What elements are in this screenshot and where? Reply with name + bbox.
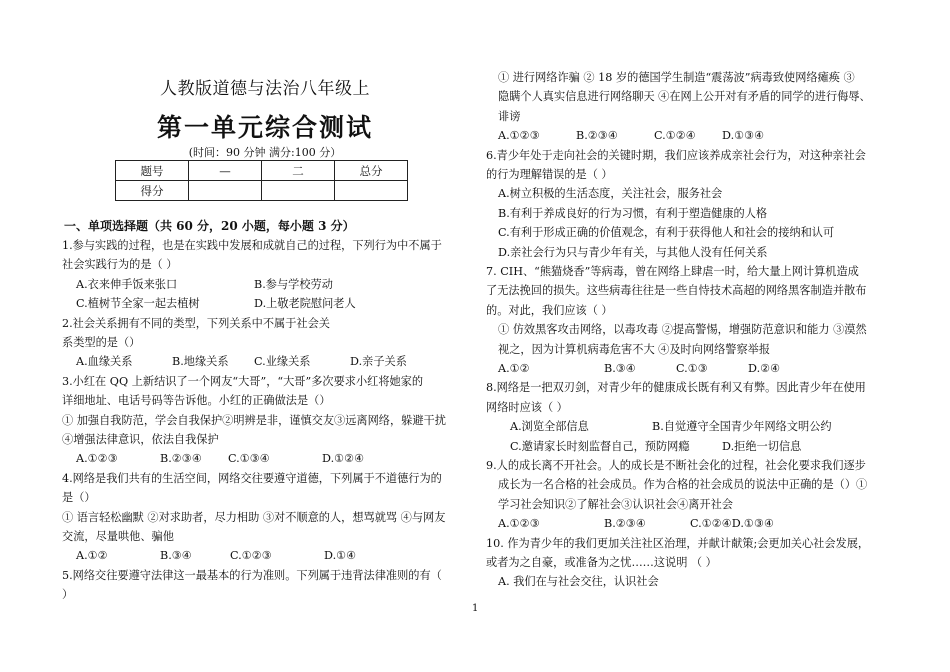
question-text: 2.社会关系拥有不同的类型，下列关系中不属于社会关 [62,316,330,330]
option-a: A.①②③ [498,517,540,531]
question-text: 是（） [62,491,96,505]
answer-options [486,437,892,456]
option-a: A.①② [498,362,530,376]
answer-options [486,514,892,533]
answer-options [62,546,468,565]
question-text: 诽谤 [498,109,521,123]
question-text: 10. 作为青少年的我们更加关注社区治理，并献计献策;会更加关心社会发展， [486,536,870,550]
question-text: 或者为之自豪，或准备为之忧……这说明 （ ） [486,556,717,570]
option-b: B.②③④ [576,129,618,143]
question-text: 学习社会知识②了解社会③认识社会④离开社会 [498,497,733,511]
exam-subtitle: 人教版道德与法治八年级上 [160,79,370,99]
answer-options [62,275,468,294]
option-d: D.①③④ [722,129,765,143]
score-cell: 得分 [116,181,189,201]
question-text: 交流，尽量哄他、骗他 [62,530,174,544]
question-text: ） [62,588,74,602]
option-b: B.②③④ [160,452,202,466]
option-b: B.②③④ [604,517,646,531]
question-text: ① 语言轻松幽默 ②对求助者，尽力相助 ③对不顺意的人，想骂就骂 ④与网友 [62,510,446,524]
option-d: D.亲子关系 [350,355,407,369]
option-b: B.有利于养成良好的行为习惯，有利于塑造健康的人格 [498,206,768,220]
answer-options [486,126,892,145]
score-cell [189,181,262,201]
exam-title: 第一单元综合测试 [156,113,373,142]
answer-options [62,352,468,371]
question-text: ① 加强自我防范，学会自我保护②明辨是非，谨慎交友③远离网络，躲避干扰 [62,413,446,427]
option-c: C.①③④ [228,452,270,466]
question-text: 6.青少年处于走向社会的关键时期，我们应该养成亲社会行为，对这种亲社会 [486,148,866,162]
question-text: 隐瞒个人真实信息进行网络聊天 ④在网上公开对有矛盾的同学的进行侮辱、 [498,90,871,104]
question-text: 3.小红在 QQ 上新结识了一个网友“大哥”，“大哥”多次要求小红将她家的 [62,374,424,388]
option-c: C.①②③ [230,549,272,563]
option-c: C.植树节全家一起去植树 [76,297,200,311]
option-d: D.亲社会行为只与青少年有关，与其他人没有任何关系 [498,245,768,259]
option-a: A.①② [76,549,108,563]
option-b: B.自觉遵守全国青少年网络文明公约 [652,420,832,434]
answer-options [62,294,468,313]
option-c: C.①③ [676,362,708,376]
option-b: B.③④ [160,549,192,563]
option-d: D.上敬老院慰问老人 [254,297,356,311]
option-d: D.②④ [748,362,781,376]
score-table-header-row [116,161,408,181]
answer-options [486,417,892,436]
question-text: ④增强法律意识，依法自我保护 [62,433,219,447]
answer-options [486,359,892,378]
question-text: 1.参与实践的过程，也是在实践中发展和成就自己的过程，下列行为中不属于 [62,239,442,252]
option-a: A.血缘关系 [76,355,133,369]
option-b: B.地缘关系 [172,355,229,369]
option-c-d: C.①②④D.①③④ [690,517,775,531]
option-b: B.参与学校劳动 [254,277,333,291]
question-text: ① 仿效黑客攻击网络，以毒攻毒 ②提高警惕，增强防范意识和能力 ③漠然 [498,323,867,337]
score-cell: 二 [262,161,335,181]
score-cell [262,181,335,201]
question-text: 9.人的成长离不开社会。人的成长是不断社会化的过程，社会化要求我们逐步 [486,459,866,473]
score-cell: 题号 [116,161,189,181]
option-a: A.①②③ [498,129,540,143]
question-text: 8.网络是一把双刃剑，对青少年的健康成长既有利又有弊。因此青少年在使用 [486,381,866,395]
option-a: A.①②③ [76,452,118,466]
question-text: 4.网络是我们共有的生活空间，网络交往要遵守道德，下列属于不道德行为的 [62,471,442,485]
score-table [115,160,408,201]
question-text: 网络时应该（ ） [486,400,568,414]
option-c: C.邀请家长时刻监督自己，预防网瘾 [510,439,690,453]
option-b: B.③④ [604,362,636,376]
question-text: 成长为一名合格的社会成员。作为合格的社会成员的说法中正确的是（）① [498,478,868,492]
question-text: 了无法挽回的损失。这些病毒往往是一些自恃技术高超的网络黑客制造并散布 [486,284,867,298]
page-number: 1 [472,603,479,614]
option-c: C.有利于形成正确的价值观念，有利于获得他人和社会的接纳和认可 [498,226,835,240]
score-table-score-row [116,181,408,201]
question-text: ① 进行网络诈骗 ② 18 岁的德国学生制造“震荡波”病毒致使网络瘫痪 ③ [498,71,855,84]
question-text: 系类型的是（） [62,336,141,349]
option-d: D.拒绝一切信息 [722,439,802,453]
left-column [62,236,468,605]
exam-meta: (时间：90 分钟 满分:100 分） [188,146,342,159]
option-c: C.业缘关系 [254,355,311,369]
question-text: 的。对此，我们应该（ ） [486,303,613,317]
right-column [486,68,892,592]
question-text: 详细地址、电话号码等告诉他。小红的正确做法是（） [62,394,331,408]
question-text: 视之，因为计算机病毒危害不大 ④及时向网络警察举报 [498,342,771,356]
score-cell [335,181,408,201]
score-cell: — [189,161,262,181]
answer-options [62,449,468,468]
section-heading: 一、单项选择题（共 60 分，20 小题，每小题 3 分） [64,219,355,233]
option-a: A. 我们在与社会交往，认识社会 [498,575,659,589]
question-text: 社会实践行为的是（ ） [62,258,178,272]
score-cell: 总分 [335,161,408,181]
option-a: A.衣来伸手饭来张口 [76,277,178,291]
option-d: D.①④ [324,549,357,563]
option-a: A.浏览全部信息 [510,420,589,434]
option-d: D.①②④ [322,452,365,466]
question-text: 的行为理解错误的是（ ） [486,168,613,182]
question-text: 5.网络交往要遵守法律这一最基本的行为准则。下列属于违背法律准则的有（ [62,568,442,582]
question-text: 7. CIH、“熊猫烧香”等病毒，曾在网络上肆虐一时，给大量上网计算机造成 [486,265,859,279]
option-c: C.①②④ [654,129,696,143]
option-a: A.树立积极的生活态度，关注社会，服务社会 [498,187,723,201]
